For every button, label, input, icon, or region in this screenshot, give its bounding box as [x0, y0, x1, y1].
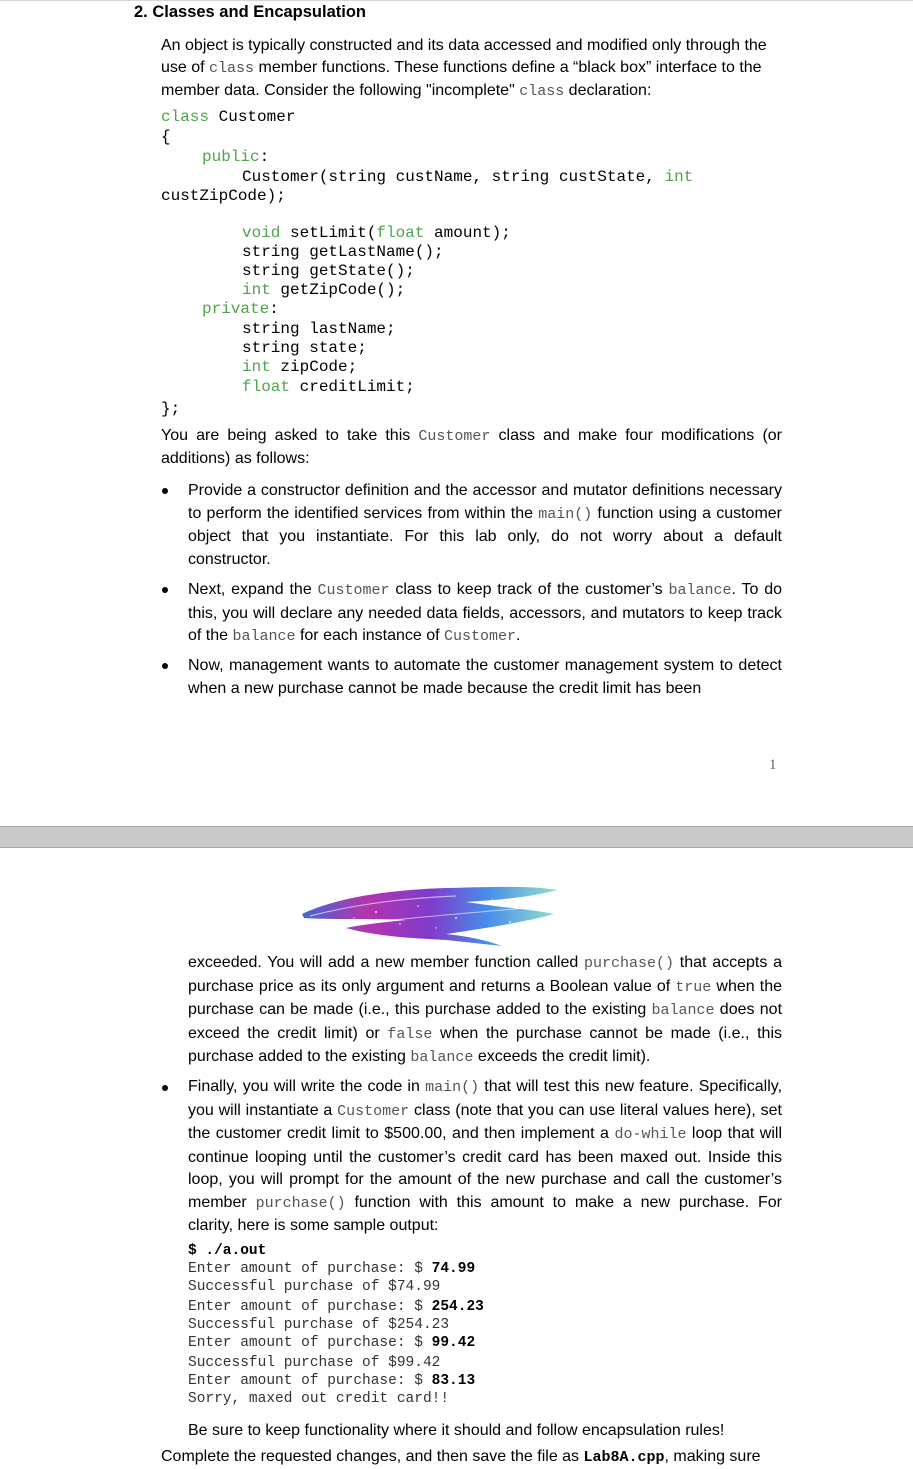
bullet-3 — [188, 655, 782, 700]
code-keyword-float-2: float — [242, 378, 291, 396]
task-intro-paragraph — [161, 425, 782, 470]
code-line-setlimit — [242, 224, 511, 243]
output-success-1: Successful purchase of $74.99 — [188, 1279, 441, 1295]
bullet-dot-1 — [162, 488, 168, 494]
bullet-1-code: main() — [538, 505, 593, 523]
bullet-3c-code-2: true — [675, 978, 712, 996]
bullet-4-code-4: purchase() — [255, 1194, 346, 1212]
prompt-input-4: 83.13 — [431, 1373, 476, 1389]
bullet-4-code-1: main() — [425, 1079, 480, 1096]
code-lastname: string lastName; — [242, 320, 396, 338]
bullet-3c-code-5: balance — [410, 1049, 474, 1066]
code-keyword-void: void — [242, 224, 281, 242]
intro-code-class: class — [209, 60, 255, 77]
prompt-text-2: Enter amount of purchase: $ — [188, 1299, 432, 1315]
bullet-1-text-1: Provide a constructor definition and the accessor and mutator definitions necessary to perform the identified services from within the — [188, 482, 782, 522]
page-number: 1 — [769, 757, 777, 773]
code-keyword-float: float — [376, 224, 425, 242]
code-state: string state; — [242, 339, 367, 357]
bullet-3c-code-1: purchase() — [584, 955, 675, 972]
output-success-3: Successful purchase of $99.42 — [188, 1355, 441, 1371]
bullet-4-text-1: Finally, you will write the code in — [188, 1078, 426, 1095]
code-close-brace: }; — [161, 400, 181, 418]
code-keyword-class: class — [161, 108, 210, 126]
code-ctor-wrap: custZipCode); — [161, 187, 286, 205]
code-getzipcode: getZipCode(); — [270, 281, 406, 299]
code-ctor-signature: Customer(string custName, string custState, — [242, 168, 665, 186]
code-line-constructor — [242, 168, 693, 187]
output-prompt-3 — [188, 1334, 475, 1353]
bullet-2-text-2: class to keep track of the customer’s — [389, 581, 669, 598]
bullet-2-text-3: . To do this, you will declare any needed data fields, accessors, and mutators to keep track of the — [188, 581, 783, 644]
bullet-2-text-1: Next, expand the — [188, 581, 318, 598]
code-open-brace: { — [161, 128, 171, 146]
prompt-text-4: Enter amount of purchase: $ — [188, 1373, 432, 1389]
bullet-3c-text-3: when the purchase can be made (i.e., this purchase added to the existing — [188, 977, 782, 1018]
code-zipcode: zipCode; — [270, 358, 358, 376]
section-heading: 2. Classes and Encapsulation — [134, 3, 366, 21]
bullet-2-text-5: . — [516, 627, 521, 644]
bullet-1-text-2: function using a customer object that you instantiate. For this lab only, do not worry about a default constructor. — [188, 504, 783, 568]
code-line-class — [161, 108, 295, 127]
bullet-3c-text-6: exceeds the credit limit). — [473, 1048, 651, 1065]
task-intro-text-1: You are being asked to take this — [161, 427, 419, 444]
task-intro-text-2: class and make four modifications (or additions) as follows: — [161, 427, 782, 467]
prompt-input-1: 74.99 — [431, 1261, 476, 1277]
closing-text-2: , making sure — [664, 1448, 761, 1465]
code-creditlimit: creditLimit; — [290, 378, 415, 396]
closing-text-1: Complete the requested changes, and then save the file as — [161, 1448, 584, 1465]
bullet-3c-text-1: exceeded. You will add a new member function called — [188, 954, 584, 971]
code-line-credit — [242, 378, 415, 397]
prompt-text-1: Enter amount of purchase: $ — [188, 1261, 432, 1277]
document-page-2 — [0, 848, 913, 1468]
prompt-input-2: 254.23 — [431, 1299, 484, 1315]
intro-code-class-2: class — [519, 83, 565, 100]
closing-note: Be sure to keep functionality where it should and follow encapsulation rules! — [188, 1422, 725, 1439]
bullet-2 — [188, 579, 782, 649]
bullet-dot-2 — [162, 587, 168, 593]
output-command-text: $ ./a.out — [188, 1243, 267, 1259]
bullet-2-text-4: for each instance of — [295, 627, 445, 644]
bullet-4-text-2: that will test this new feature. Specifically, you will instantiate a — [188, 1078, 783, 1119]
code-setlimit-b: amount); — [424, 224, 511, 242]
code-keyword-int-3: int — [242, 358, 271, 376]
bullet-4-code-3: do-while — [614, 1126, 687, 1143]
output-prompt-1 — [188, 1260, 475, 1279]
intro-paragraph — [161, 35, 783, 103]
code-line-zip — [242, 358, 357, 377]
bullet-3c-text-4: does not exceed the credit limit) or — [188, 1001, 783, 1042]
bullet-2-code-3: balance — [232, 628, 296, 645]
bullet-2-code-1: Customer — [317, 582, 390, 599]
page-break-separator — [0, 826, 913, 848]
bullet-4 — [188, 1076, 782, 1238]
bullet-dot-4 — [162, 1085, 168, 1091]
bullet-2-code-4: Customer — [444, 628, 517, 645]
task-intro-code: Customer — [418, 428, 491, 445]
code-keyword-int: int — [664, 168, 694, 186]
output-command — [188, 1242, 266, 1261]
closing-filename: Lab8A.cpp — [583, 1449, 665, 1466]
output-success-2: Successful purchase of $254.23 — [188, 1317, 450, 1333]
prompt-text-3: Enter amount of purchase: $ — [188, 1335, 432, 1351]
intro-text-3: declaration: — [564, 82, 652, 99]
page-top-border — [0, 0, 913, 1]
output-failure: Sorry, maxed out credit card!! — [188, 1391, 450, 1407]
bullet-3-text: Now, management wants to automate the customer management system to detect when a new purchase cannot be made because the credit limit has been — [188, 657, 782, 697]
prompt-input-3: 99.42 — [431, 1335, 476, 1351]
code-line-private — [202, 300, 279, 319]
bullet-3c-code-4: false — [387, 1025, 433, 1043]
output-prompt-2 — [188, 1298, 484, 1317]
bullet-3c-code-3: balance — [651, 1002, 715, 1019]
bullet-3c-text-5: when the purchase cannot be made (i.e., this purchase added to the existing — [188, 1024, 782, 1065]
code-keyword-private: private — [202, 300, 270, 318]
closing-instruction — [161, 1446, 791, 1469]
code-keyword-public: public — [202, 148, 260, 166]
bullet-1 — [188, 480, 782, 571]
bullet-4-code-2: Customer — [337, 1102, 410, 1120]
code-line-getzip — [242, 281, 405, 300]
code-getlastname: string getLastName(); — [242, 243, 444, 261]
code-getstate: string getState(); — [242, 262, 415, 280]
code-line-public — [202, 148, 269, 167]
bullet-4-text-4: loop that will continue looping until the customer’s credit card has been maxed out. Inside this loop, you will prompt for the amount of the new purchase and call the customer’s member — [188, 1125, 783, 1211]
redaction-scribble-image — [296, 878, 566, 952]
code-keyword-int-2: int — [242, 281, 271, 299]
intro-text-1: An object is typically constructed and its data accessed and modified only through the use of — [161, 37, 767, 76]
code-setlimit-a: setLimit( — [280, 224, 377, 242]
bullet-4-text-3: class (note that you can use literal values here), set the customer credit limit to $500.00, and then implement a — [188, 1101, 782, 1142]
bullet-dot-3 — [162, 663, 168, 669]
bullet-3c-text-2: that accepts a purchase price as its only argument and returns a Boolean value of — [188, 954, 782, 995]
code-colon: : — [259, 148, 270, 166]
intro-text-2: member functions. These functions define a “black box” interface to the member data. Consider the following "incomplete" — [161, 59, 762, 99]
code-colon-2: : — [269, 300, 279, 318]
bullet-3-continued — [188, 952, 782, 1070]
bullet-4-text-5: function with this amount to make a new purchase. For clarity, here is some sample output: — [188, 1193, 783, 1234]
code-class-name: Customer — [209, 108, 296, 126]
bullet-2-code-2: balance — [668, 582, 732, 599]
output-prompt-4 — [188, 1372, 475, 1391]
